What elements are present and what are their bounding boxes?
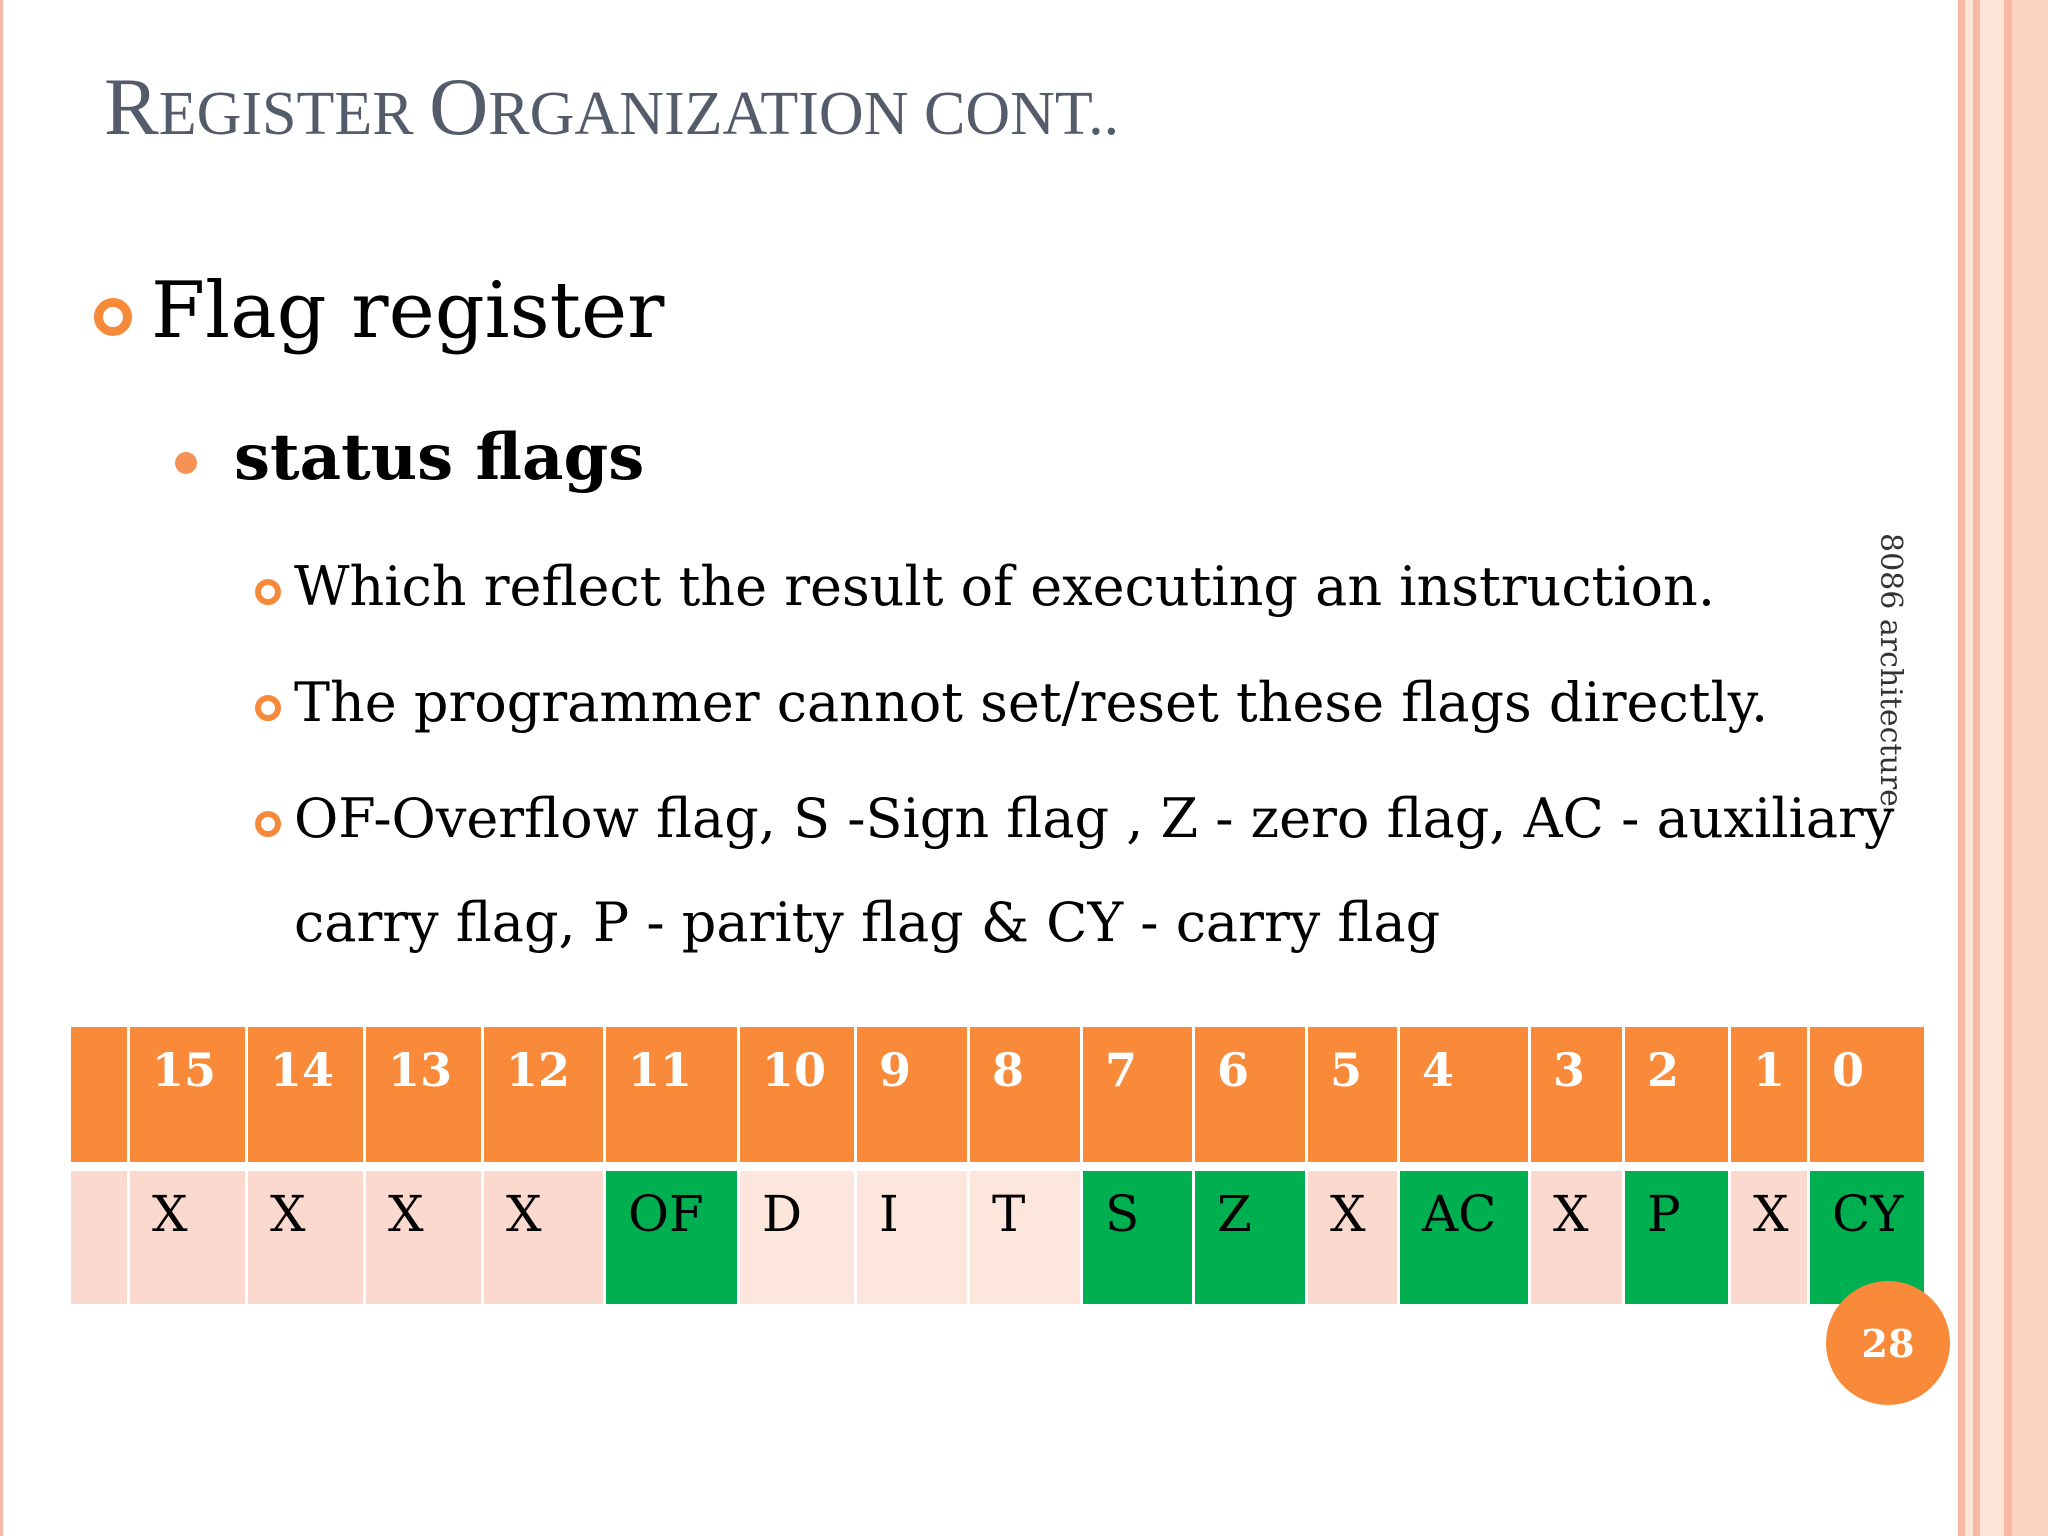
bit-cell: 11 — [605, 1026, 739, 1164]
flag-cell: I — [856, 1170, 969, 1306]
deco-stripe — [1958, 0, 1965, 1536]
flag-cell: T — [969, 1170, 1082, 1306]
bit-cell: 7 — [1082, 1026, 1194, 1164]
bit-cell: 6 — [1194, 1026, 1307, 1164]
deco-stripe — [2012, 0, 2048, 1536]
ring-bullet-icon — [255, 811, 281, 837]
page-number-badge: 28 — [1826, 1281, 1950, 1405]
flag-cell: X — [129, 1170, 247, 1306]
flag-cell: X — [365, 1170, 483, 1306]
bit-cell: 2 — [1624, 1026, 1730, 1164]
bit-cell: 4 — [1399, 1026, 1530, 1164]
bullet-cannot-set: The programmer cannot set/reset these flags directly. — [294, 671, 1769, 734]
bit-cell: 9 — [856, 1026, 969, 1164]
flag-cell: S — [1082, 1170, 1194, 1306]
flag-cell — [70, 1170, 129, 1306]
flag-cell: Z — [1194, 1170, 1307, 1306]
ring-bullet-icon — [255, 695, 281, 721]
bit-cell: 3 — [1530, 1026, 1624, 1164]
bit-cell: 13 — [365, 1026, 483, 1164]
flag-cell: CY — [1809, 1170, 1926, 1306]
bit-cell: 8 — [969, 1026, 1082, 1164]
ring-bullet-icon — [94, 298, 132, 336]
deco-stripe — [1980, 0, 2004, 1536]
deco-stripe — [2004, 0, 2012, 1536]
flag-cell: D — [739, 1170, 856, 1306]
bit-cell: 14 — [247, 1026, 365, 1164]
flag-cell: X — [1730, 1170, 1809, 1306]
bullet-flag-list: OF-Overflow flag, S -Sign flag , Z - zero flag, AC - auxiliary — [294, 787, 1895, 850]
bit-cell: 15 — [129, 1026, 247, 1164]
bullet-status-flags: status flags — [234, 420, 645, 495]
slide-title: REGISTER ORGANIZATION CONT.. — [104, 61, 1120, 152]
flag-cell: AC — [1399, 1170, 1530, 1306]
bullet-flag-list-continued: carry flag, P - parity flag & CY - carry flag — [294, 891, 1441, 954]
bit-cell: 1 — [1730, 1026, 1809, 1164]
bit-cell: 0 — [1809, 1026, 1926, 1164]
bit-cell: 5 — [1307, 1026, 1399, 1164]
bit-cell: 10 — [739, 1026, 856, 1164]
bit-cell — [70, 1026, 129, 1164]
bit-cell: 12 — [483, 1026, 605, 1164]
flag-cell: X — [1307, 1170, 1399, 1306]
flag-cell: X — [247, 1170, 365, 1306]
flag-name-row — [70, 1170, 1926, 1306]
bullet-reflect-result: Which reflect the result of executing an instruction. — [294, 555, 1715, 618]
left-edge-line — [0, 0, 3, 1536]
flag-register-table — [68, 1024, 1927, 1307]
deco-stripe — [1973, 0, 1980, 1536]
side-label: 8086 architecture — [1873, 533, 1908, 807]
ring-bullet-icon — [255, 579, 281, 605]
flag-cell: P — [1624, 1170, 1730, 1306]
bit-number-row — [70, 1026, 1926, 1164]
deco-stripe — [1965, 0, 1973, 1536]
flag-cell: X — [483, 1170, 605, 1306]
flag-cell: X — [1530, 1170, 1624, 1306]
flag-cell: OF — [605, 1170, 739, 1306]
dot-bullet-icon — [175, 452, 197, 474]
bullet-flag-register: Flag register — [151, 266, 665, 356]
